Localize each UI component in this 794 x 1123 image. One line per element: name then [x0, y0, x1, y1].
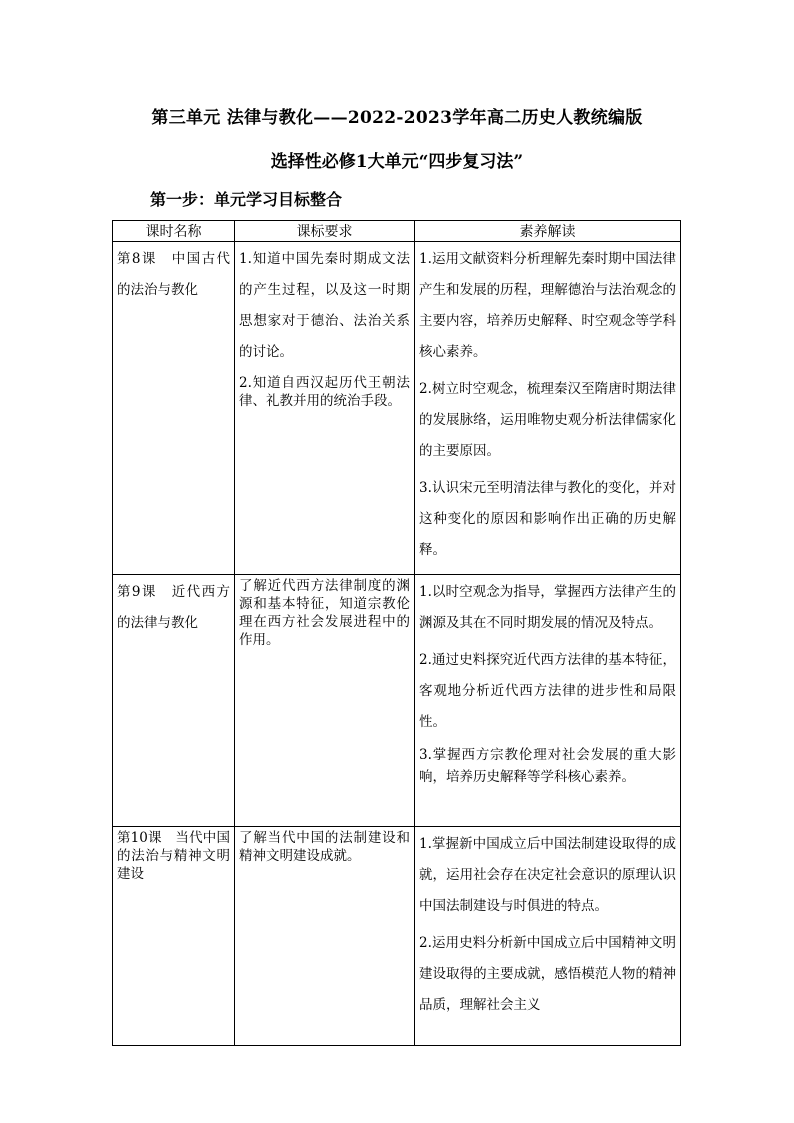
header-requirements: 课标要求: [235, 221, 415, 242]
unit-goals-table: [112, 220, 681, 1046]
lesson-name: 第9课 近代西方的法律与教化: [117, 584, 230, 631]
requirement-item: 1.知道中国先秦时期成文法的产生过程，以及这一时期思想家对于德治、法治关系的讨论。: [239, 251, 410, 360]
table-row: [113, 827, 681, 1046]
requirements-cell: [235, 827, 415, 1046]
requirements-cell: [235, 242, 415, 575]
literacy-item: 3.认识宋元至明清法律与教化的变化，并对这种变化的原因和影响作出正确的历史解释。: [419, 480, 676, 558]
literacy-cell: [415, 575, 681, 827]
step-1-heading: 第一步：单元学习目标整合: [150, 190, 343, 209]
literacy-cell: [415, 827, 681, 1046]
literacy-item: 2.通过史料探究近代西方法律的基本特征，客观地分析近代西方法律的进步性和局限性。: [419, 652, 676, 730]
requirement-item: 了解当代中国的法制建设和精神文明建设成就。: [239, 830, 410, 864]
document-title-line-2: 选择性必修1大单元“四步复习法”: [270, 152, 524, 172]
lesson-name: 第10课 当代中国的法治与精神文明建设: [117, 830, 230, 882]
document-title-line-1: 第三单元 法律与教化——2022-2023学年高二历史人教统编版: [151, 108, 643, 128]
literacy-item: 1.运用文献资料分析理解先秦时期中国法律产生和发展的历程，理解德治与法治观念的主要内容，培养历史解释、时空观念等学科核心素养。: [419, 251, 676, 360]
requirements-cell: [235, 575, 415, 827]
table-header-row: [113, 221, 681, 242]
lesson-cell: [113, 242, 235, 575]
literacy-cell: [415, 242, 681, 575]
requirement-item: 2.知道自西汉起历代王朝法律、礼教并用的统治手段。: [239, 375, 410, 409]
lesson-cell: [113, 575, 235, 827]
header-literacy: 素养解读: [415, 221, 681, 242]
literacy-item: 1.以时空观念为指导，掌握西方法律产生的渊源及其在不同时期发展的情况及特点。: [419, 584, 676, 631]
header-lesson: 课时名称: [113, 221, 235, 242]
lesson-name: 第8课 中国古代的法治与教化: [117, 251, 230, 298]
literacy-item: 2.运用史料分析新中国成立后中国精神文明建设取得的主要成就，感悟模范人物的精神品质，理解社会主义: [419, 935, 676, 1013]
literacy-item: 3.掌握西方宗教伦理对社会发展的重大影响，培养历史解释等学科核心素养。: [419, 747, 676, 785]
lesson-cell: [113, 827, 235, 1046]
table-row: [113, 242, 681, 575]
table-row: [113, 575, 681, 827]
requirement-item: 了解近代西方法律制度的渊源和基本特征，知道宗教伦理在西方社会发展进程中的作用。: [239, 578, 410, 648]
literacy-item: 1.掌握新中国成立后中国法制建设取得的成就，运用社会存在决定社会意识的原理认识中国法制建设与时俱进的特点。: [419, 836, 676, 914]
literacy-item: 2.树立时空观念，梳理秦汉至隋唐时期法律的发展脉络，运用唯物史观分析法律儒家化的主要原因。: [419, 381, 676, 459]
